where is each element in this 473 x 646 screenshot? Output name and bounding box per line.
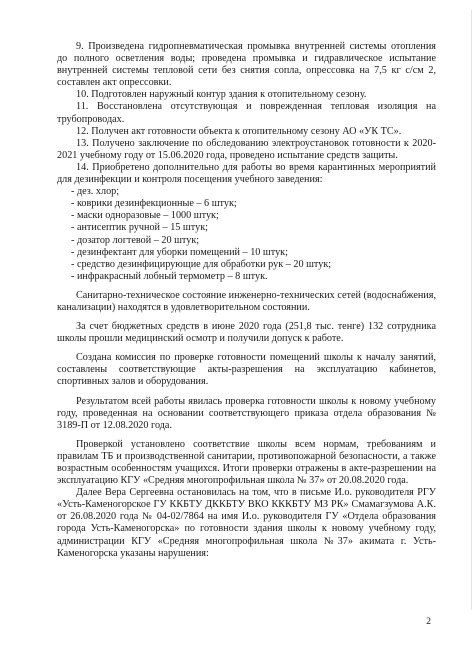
paragraph-readiness-check: Результатом всей работы явилась проверка готовности школы к новому учебному году, проведенная на основании соответствующего приказа отдела образования № 3189-П от 12.08.2020 года. xyxy=(57,395,436,431)
page-number: 2 xyxy=(426,617,431,627)
supply-item: - маски одноразовые – 1000 штук; xyxy=(71,210,219,222)
paragraph-item-11: 11. Восстановлена отсутствующая и поврежденная тепловая изоляция на трубопроводах. xyxy=(57,101,436,125)
paragraph-item-14: 14. Приобретено дополнительно для работы во время карантинных мероприятий для дезинфекции и контроля посещения учебного заведения: xyxy=(57,161,436,186)
page-edge-shadow xyxy=(471,10,472,610)
paragraph-item-10: 10. Подготовлен наружный контур здания к отопительному сезону. xyxy=(76,89,367,101)
paragraph-inspection-result: Проверкой установлено соответствие школы всем нормам, требованиям и правилам ТБ и производственной санитарии, противопожарной безопасности, а также возрастным особенностям учащихся. Итоги проверки отражены в акте-разрешении на эксплуатацию КГУ «Средняя многопрофильная школа № 37» от 20.08.2020 года. xyxy=(57,438,436,487)
document-body xyxy=(57,41,436,560)
paragraph-item-13: 13. Получено заключение по обследованию электроустановок готовности к 2020-2021 учебному году от 15.06.2020 года, проведено испытание средств защиты. xyxy=(57,137,436,161)
supply-item: - антисептик ручной – 15 штук; xyxy=(71,222,208,234)
supply-item: - коврики дезинфекционные – 6 штук; xyxy=(71,198,237,210)
paragraph-violations-letter: Далее Вера Сергеевна остановилась на том, что в письме И.о. руководителя РГУ «Усть-Каменогорское ГУ ККБТУ ДККБТУ ВКО КККБТУ МЗ РК» Смамагзумова А.К. от 26.08.2020 года № 04-02/7864 на имя И.о. руководителя ГУ «Отдела образования города Усть-Каменогорска» по готовности здания школы к новому учебному году, администрации КГУ «Средняя многопрофильная школа №37» акимата г. Усть-Каменогорска указаны нарушения: xyxy=(57,487,436,559)
supply-item: - дез. хлор; xyxy=(71,186,120,198)
supply-item: - инфракрасный лобный термометр – 8 штук. xyxy=(71,270,268,282)
paragraph-item-12: 12. Получен акт готовности объекта к отопительному сезону АО «УК ТС». xyxy=(76,125,402,137)
supplies-list xyxy=(57,186,436,283)
paragraph-medical-exam: За счет бюджетных средств в июне 2020 года (251,8 тыс. тенге) 132 сотрудника школы прошли медицинский осмотр и получили допуск к работе. xyxy=(57,321,436,345)
paragraph-commission: Создана комиссия по проверке готовности помещений школы к началу занятий, составлены соответствующие акты-разрешения на эксплуатацию кабинетов, спортивных залов и оборудования. xyxy=(57,352,436,388)
paragraph-item-9: 9. Произведена гидропневматическая промывка внутренней системы отопления до полного осветления воды; проведена промывка и гидравлическое испытание внутренней системы тепловой сети без снятия сопла, опрессовка на 7,5 кг с/см 2, составлен акт опрессовки. xyxy=(57,41,436,89)
paragraph-sanitary-state: Санитарно-техническое состояние инженерно-технических сетей (водоснабжения, канализации) находятся в удовлетворительном состоянии. xyxy=(57,289,436,313)
supply-item: - средство дезинфицирующие для обработки рук – 20 штук; xyxy=(71,258,332,270)
supply-item: - дезинфектант для уборки помещений – 10 штук; xyxy=(71,246,288,258)
supply-item: - дозатор логтевой – 20 штук; xyxy=(71,234,200,246)
